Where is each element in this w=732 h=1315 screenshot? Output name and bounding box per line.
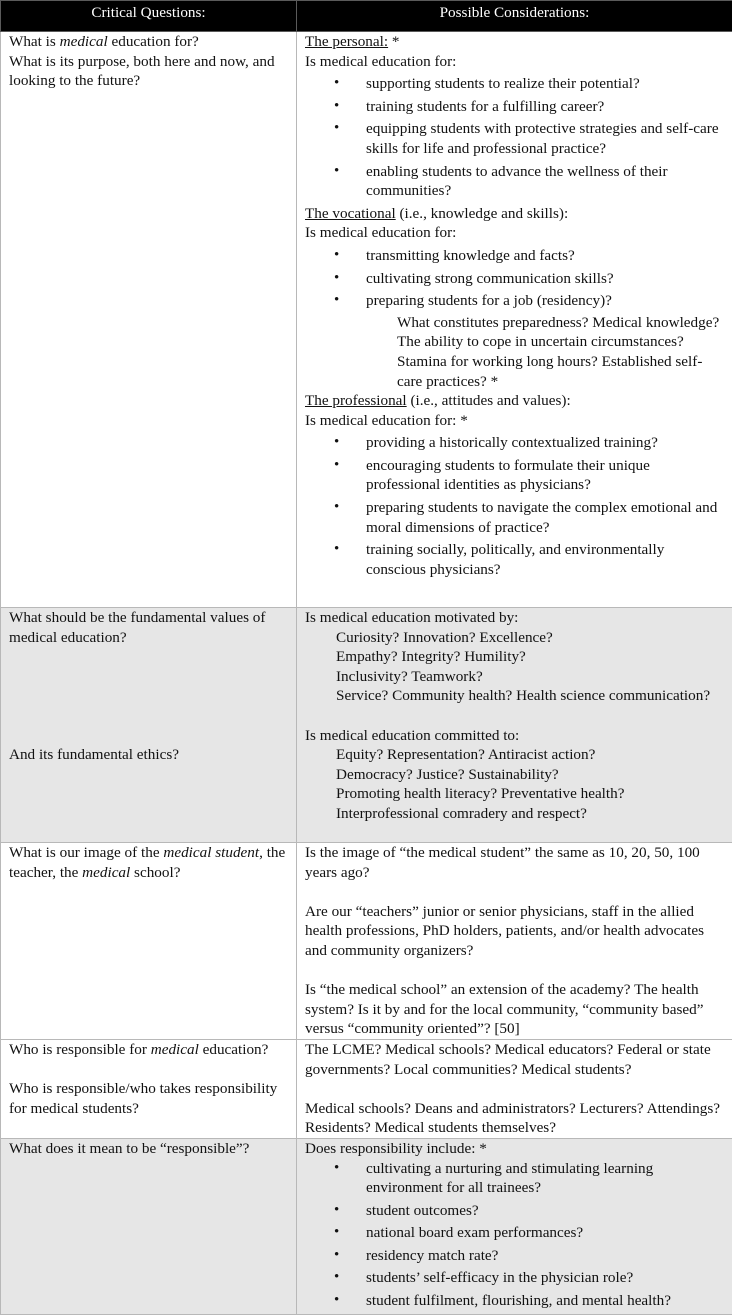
image-paragraph: Is the image of “the medical student” the same as 10, 20, 50, 100 years ago? <box>305 843 724 882</box>
ethics-line: Equity? Representation? Antiracist action? <box>305 745 724 765</box>
values-line: Inclusivity? Teamwork? <box>305 667 724 687</box>
question-meaning-responsible: What does it mean to be “responsible”? <box>9 1139 288 1159</box>
list-item: • residency match rate? <box>305 1246 724 1266</box>
header-critical-questions: Critical Questions: <box>1 1 297 32</box>
professional-list <box>305 433 724 579</box>
question-purpose-line2: What is its purpose, both here and now, and looking to the future? <box>9 52 288 91</box>
question-cell <box>1 608 297 843</box>
table-row-responsibility <box>1 1039 732 1138</box>
personal-heading: The personal: <box>305 33 388 50</box>
question-cell <box>1 1138 297 1314</box>
personal-list <box>305 74 724 201</box>
vocational-intro: Is medical education for: <box>305 223 724 243</box>
question-cell <box>1 843 297 1040</box>
values-line: Service? Community health? Health science communication? <box>305 686 724 706</box>
list-item: • equipping students with protective strategies and self-care skills for life and professional practice? <box>305 119 724 158</box>
list-item: • student fulfilment, flourishing, and mental health? <box>305 1291 724 1311</box>
image-paragraph: Is “the medical school” an extension of the academy? The health system? Is it by and for the local community, “community based” versus “community oriented”? [50] <box>305 980 724 1039</box>
header-possible-considerations: Possible Considerations: <box>297 1 732 32</box>
considerations-cell <box>297 32 732 608</box>
question-values: What should be the fundamental values of medical education? <box>9 608 288 647</box>
list-item: • transmitting knowledge and facts? <box>305 246 724 266</box>
list-item: • preparing students to navigate the complex emotional and moral dimensions of practice? <box>305 498 724 537</box>
list-item: • supporting students to realize their potential? <box>305 74 724 94</box>
responsible-answer: The LCME? Medical schools? Medical educators? Federal or state governments? Local communities? Medical students? <box>305 1040 724 1079</box>
vocational-section: The vocational (i.e., knowledge and skills): Is medical education for: • transmitting knowledge and facts? • cultivating strong communication skills? • preparing students for a job (residency)? What constitutes preparedness? Medical knowledge? The ability to cope in uncertain circumstances? Stamina for working long hours? Established self-care practices? * <box>305 204 724 391</box>
table-row-values <box>1 608 732 843</box>
responsibility-intro: Does responsibility include: * <box>305 1139 724 1159</box>
considerations-cell <box>297 1039 732 1138</box>
list-item: • preparing students for a job (residency)? <box>305 291 724 311</box>
question-purpose-line1: What is medical education for? <box>9 32 288 52</box>
values-line: Empathy? Integrity? Humility? <box>305 647 724 667</box>
question-image: What is our image of the medical student, the teacher, the medical school? <box>9 844 285 881</box>
preparedness-subparagraph: What constitutes preparedness? Medical knowledge? The ability to cope in uncertain circumstances? Stamina for working long hours? Established self-care practices? * <box>305 313 724 391</box>
list-item: • national board exam performances? <box>305 1223 724 1243</box>
question-responsible-students: Who is responsible/who takes responsibility for medical students? <box>9 1079 288 1118</box>
list-item: • student outcomes? <box>305 1201 724 1221</box>
responsible-answer: Medical schools? Deans and administrators? Lecturers? Attendings? Residents? Medical students themselves? <box>305 1099 724 1138</box>
list-item: • cultivating a nurturing and stimulating learning environment for all trainees? <box>305 1159 724 1198</box>
list-item: • providing a historically contextualized training? <box>305 433 724 453</box>
list-item: • training socially, politically, and environmentally conscious physicians? <box>305 540 724 579</box>
table-row-image <box>1 843 732 1040</box>
vocational-heading: The vocational <box>305 205 396 222</box>
ethics-intro: Is medical education committed to: <box>305 726 724 746</box>
vocational-list <box>305 246 724 311</box>
table-row-meaning-responsible <box>1 1138 732 1314</box>
personal-section: The personal: * Is medical education for: • supporting students to realize their potential? • training students for a fulfilling career? • equipping students with protective strategies and self-care skills for life and professional practice? • enabling students to advance the wellness of their communities? <box>305 32 724 201</box>
question-responsible-education: Who is responsible for medical education? <box>9 1040 288 1060</box>
personal-intro: Is medical education for: <box>305 52 724 72</box>
professional-intro: Is medical education for: * <box>305 411 724 431</box>
professional-heading: The professional <box>305 392 407 409</box>
question-ethics: And its fundamental ethics? <box>9 745 288 765</box>
list-item: • encouraging students to formulate their unique professional identities as physicians? <box>305 456 724 495</box>
ethics-line: Promoting health literacy? Preventative health? <box>305 784 724 804</box>
table-row-purpose <box>1 32 732 608</box>
question-cell <box>1 32 297 608</box>
list-item: • students’ self-efficacy in the physician role? <box>305 1268 724 1288</box>
values-intro: Is medical education motivated by: <box>305 608 724 628</box>
professional-section: The professional (i.e., attitudes and values): Is medical education for: * • providing a historically contextualized training? • encouraging students to formulate their unique professional identities as physicians? • preparing students to navigate the complex emotional and moral dimensions of practice? • training socially, politically, and environmentally conscious physicians? <box>305 391 724 579</box>
header-row <box>1 1 732 32</box>
ethics-line: Interprofessional comradery and respect? <box>305 804 724 824</box>
list-item: • enabling students to advance the wellness of their communities? <box>305 162 724 201</box>
considerations-cell <box>297 1138 732 1314</box>
list-item: • training students for a fulfilling career? <box>305 97 724 117</box>
values-line: Curiosity? Innovation? Excellence? <box>305 628 724 648</box>
considerations-cell <box>297 843 732 1040</box>
responsibility-list <box>305 1159 724 1311</box>
considerations-cell <box>297 608 732 843</box>
list-item: • cultivating strong communication skills? <box>305 269 724 289</box>
question-cell <box>1 1039 297 1138</box>
image-paragraph: Are our “teachers” junior or senior physicians, staff in the allied health professions, PhD holders, patients, and/or health advocates and community organizers? <box>305 902 724 961</box>
ethics-line: Democracy? Justice? Sustainability? <box>305 765 724 785</box>
